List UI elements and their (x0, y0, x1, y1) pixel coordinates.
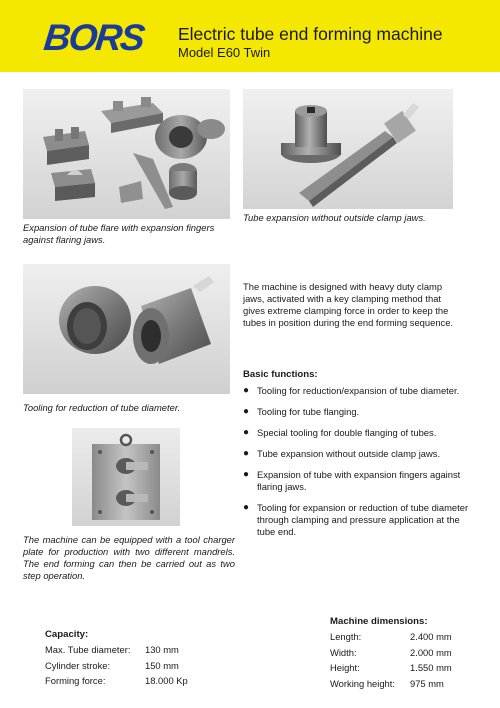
dimensions-heading: Machine dimensions: (330, 616, 428, 627)
table-row: Cylinder stroke: 150 mm (45, 659, 179, 671)
caption-reduction: Tooling for reduction of tube diameter. (23, 402, 181, 413)
expansion-tooling-photo (243, 89, 453, 209)
list-item: ● Special tooling for double flanging of tubes. (243, 427, 437, 438)
table-row: Width: 2.000 mm (330, 646, 452, 658)
header-band (0, 0, 500, 72)
caption-expansion: Tube expansion without outside clamp jaws. (243, 212, 426, 223)
reduction-tooling-photo (23, 264, 230, 394)
table-row: Max. Tube diameter: 130 mm (45, 644, 179, 655)
table-row: Forming force: 18.000 Kp (45, 675, 188, 686)
list-item: ● Expansion of tube with expansion fingers against flaring jaws. (243, 469, 461, 492)
flare-tooling-illustration (23, 89, 230, 219)
list-item: ● Tooling for expansion or reduction of tube diameter through clamping and pressure application at the tube end. (243, 502, 469, 537)
capacity-heading: Capacity: (45, 629, 89, 640)
bullet-icon: ● (243, 427, 250, 438)
table-row: Length: 2.400 mm (330, 631, 452, 642)
charger-plate-photo (72, 428, 180, 526)
dimensions-table (330, 630, 452, 692)
list-item: ● Tube expansion without outside clamp jaws. (243, 448, 441, 459)
expansion-tooling-illustration (243, 89, 453, 209)
bullet-icon: ● (243, 448, 250, 459)
reduction-tooling-illustration (23, 264, 230, 394)
bullet-icon: ● (243, 385, 250, 396)
bullet-icon: ● (243, 502, 250, 513)
caption-charger: The machine can be equipped with a tool charger plate for production with two different mandrels. The end forming can then be carried out as two step operation. (23, 534, 235, 581)
bullet-icon: ● (243, 406, 250, 417)
capacity-table (45, 643, 188, 690)
flare-tooling-photo (23, 89, 230, 219)
page-subtitle: Model E60 Twin (178, 45, 271, 60)
table-row: Working height: 975 mm (330, 677, 444, 689)
table-row: Height: 1.550 mm (330, 662, 452, 673)
page-title: Electric tube end forming machine (178, 24, 443, 44)
list-item: ● Tooling for tube flanging. (243, 406, 360, 417)
machine-description: The machine is designed with heavy duty clamp jaws, activated with a key clamping method that gives extreme clamping force in order to keep the tubes in position during the end forming sequence. (243, 281, 454, 328)
bors-logo: BORS (41, 17, 146, 58)
list-item: ● Tooling for reduction/expansion of tube diameter. (243, 385, 460, 396)
charger-plate-illustration (72, 428, 180, 526)
bullet-icon: ● (243, 469, 250, 480)
basic-functions-heading: Basic functions: (243, 369, 318, 380)
caption-flare: Expansion of tube flare with expansion fingers against flaring jaws. (23, 222, 215, 245)
basic-functions-list (243, 385, 473, 547)
